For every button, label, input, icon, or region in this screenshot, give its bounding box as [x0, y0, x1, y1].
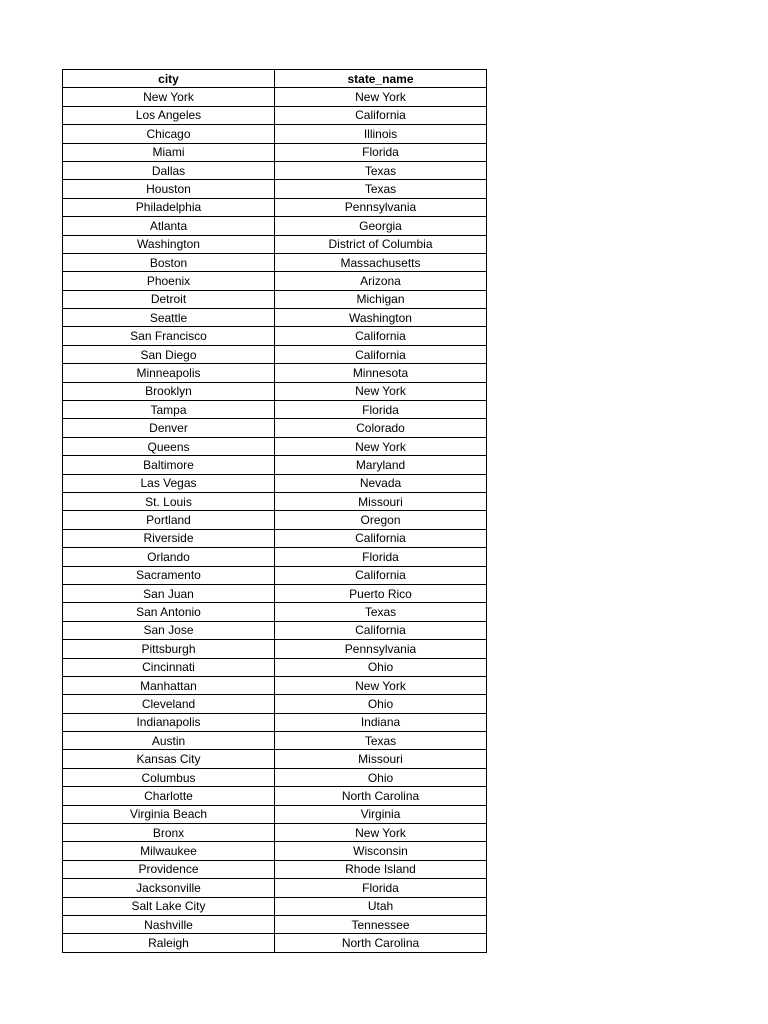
city-cell: Milwaukee: [63, 842, 275, 860]
city-cell: Seattle: [63, 309, 275, 327]
city-cell: Cincinnati: [63, 658, 275, 676]
city-cell: Los Angeles: [63, 106, 275, 124]
state-name-cell: Georgia: [275, 217, 487, 235]
table-row: [63, 805, 487, 823]
table-row: [63, 198, 487, 216]
city-cell: New York: [63, 88, 275, 106]
table-row: [63, 860, 487, 878]
table-row: [63, 345, 487, 363]
table-row: [63, 842, 487, 860]
city-cell: Atlanta: [63, 217, 275, 235]
city-cell: Brooklyn: [63, 382, 275, 400]
table-row: [63, 824, 487, 842]
state-name-cell: Massachusetts: [275, 253, 487, 271]
table-row: [63, 768, 487, 786]
table-row: [63, 713, 487, 731]
table-row: [63, 217, 487, 235]
state-name-cell: Texas: [275, 732, 487, 750]
state-name-cell: District of Columbia: [275, 235, 487, 253]
city-cell: Nashville: [63, 915, 275, 933]
city-cell: Baltimore: [63, 456, 275, 474]
table-row: [63, 419, 487, 437]
state-name-cell: Wisconsin: [275, 842, 487, 860]
table-row: [63, 640, 487, 658]
state-name-cell: Nevada: [275, 474, 487, 492]
city-cell: San Jose: [63, 621, 275, 639]
city-cell: Houston: [63, 180, 275, 198]
state-name-cell: Illinois: [275, 125, 487, 143]
table-row: [63, 511, 487, 529]
state-name-cell: Florida: [275, 143, 487, 161]
table-row: [63, 897, 487, 915]
table-row: [63, 437, 487, 455]
state-name-cell: Arizona: [275, 272, 487, 290]
state-name-cell: California: [275, 345, 487, 363]
table-row: [63, 106, 487, 124]
table-row: [63, 566, 487, 584]
city-cell: San Antonio: [63, 603, 275, 621]
city-cell: Salt Lake City: [63, 897, 275, 915]
state-name-cell: Florida: [275, 401, 487, 419]
table-row: [63, 143, 487, 161]
city-cell: Denver: [63, 419, 275, 437]
table-row: [63, 695, 487, 713]
state-name-cell: Ohio: [275, 695, 487, 713]
city-cell: Orlando: [63, 548, 275, 566]
city-cell: Philadelphia: [63, 198, 275, 216]
state-name-cell: Minnesota: [275, 364, 487, 382]
column-header-state-name: state_name: [275, 70, 487, 88]
city-cell: Chicago: [63, 125, 275, 143]
state-name-cell: Indiana: [275, 713, 487, 731]
state-name-cell: New York: [275, 824, 487, 842]
city-cell: Phoenix: [63, 272, 275, 290]
state-name-cell: Maryland: [275, 456, 487, 474]
state-name-cell: Florida: [275, 548, 487, 566]
table-row: [63, 290, 487, 308]
state-name-cell: New York: [275, 88, 487, 106]
city-cell: Tampa: [63, 401, 275, 419]
table-row: [63, 603, 487, 621]
city-cell: Providence: [63, 860, 275, 878]
city-cell: Columbus: [63, 768, 275, 786]
state-name-cell: Pennsylvania: [275, 198, 487, 216]
state-name-cell: Ohio: [275, 658, 487, 676]
table-row: [63, 401, 487, 419]
state-name-cell: Texas: [275, 161, 487, 179]
table-row: [63, 492, 487, 510]
state-name-cell: Florida: [275, 879, 487, 897]
table-row: [63, 621, 487, 639]
table-row: [63, 787, 487, 805]
city-cell: Manhattan: [63, 676, 275, 694]
state-name-cell: New York: [275, 437, 487, 455]
city-cell: Dallas: [63, 161, 275, 179]
city-cell: Jacksonville: [63, 879, 275, 897]
table-row: [63, 676, 487, 694]
table-row: [63, 750, 487, 768]
table-row: [63, 235, 487, 253]
state-name-cell: Oregon: [275, 511, 487, 529]
table-row: [63, 934, 487, 952]
table-row: [63, 272, 487, 290]
table-row: [63, 88, 487, 106]
city-cell: Indianapolis: [63, 713, 275, 731]
city-cell: San Juan: [63, 584, 275, 602]
city-cell: Portland: [63, 511, 275, 529]
city-cell: Kansas City: [63, 750, 275, 768]
table-row: [63, 915, 487, 933]
city-cell: Miami: [63, 143, 275, 161]
table-row: [63, 529, 487, 547]
table-row: [63, 382, 487, 400]
state-name-cell: North Carolina: [275, 787, 487, 805]
state-name-cell: Texas: [275, 180, 487, 198]
state-name-cell: Missouri: [275, 750, 487, 768]
state-name-cell: New York: [275, 382, 487, 400]
state-name-cell: California: [275, 106, 487, 124]
state-name-cell: Pennsylvania: [275, 640, 487, 658]
state-name-cell: Utah: [275, 897, 487, 915]
city-cell: Las Vegas: [63, 474, 275, 492]
city-cell: Detroit: [63, 290, 275, 308]
city-cell: Cleveland: [63, 695, 275, 713]
state-name-cell: Washington: [275, 309, 487, 327]
table-header: [63, 70, 487, 88]
table-row: [63, 658, 487, 676]
header-row: [63, 70, 487, 88]
state-name-cell: North Carolina: [275, 934, 487, 952]
table-row: [63, 253, 487, 271]
city-cell: Virginia Beach: [63, 805, 275, 823]
city-cell: Charlotte: [63, 787, 275, 805]
state-name-cell: Tennessee: [275, 915, 487, 933]
state-name-cell: Virginia: [275, 805, 487, 823]
table-row: [63, 584, 487, 602]
state-name-cell: New York: [275, 676, 487, 694]
table-row: [63, 161, 487, 179]
table-row: [63, 364, 487, 382]
city-cell: Pittsburgh: [63, 640, 275, 658]
city-cell: Sacramento: [63, 566, 275, 584]
state-name-cell: Missouri: [275, 492, 487, 510]
state-name-cell: California: [275, 621, 487, 639]
city-cell: Raleigh: [63, 934, 275, 952]
table-row: [63, 125, 487, 143]
table-body: [63, 88, 487, 952]
state-name-cell: Puerto Rico: [275, 584, 487, 602]
state-name-cell: California: [275, 529, 487, 547]
state-name-cell: Michigan: [275, 290, 487, 308]
city-cell: San Francisco: [63, 327, 275, 345]
table-row: [63, 180, 487, 198]
city-cell: Boston: [63, 253, 275, 271]
city-cell: Austin: [63, 732, 275, 750]
column-header-city: city: [63, 70, 275, 88]
table-row: [63, 474, 487, 492]
city-cell: Bronx: [63, 824, 275, 842]
city-cell: Minneapolis: [63, 364, 275, 382]
city-state-table: [62, 69, 487, 953]
state-name-cell: Colorado: [275, 419, 487, 437]
table-row: [63, 456, 487, 474]
city-cell: San Diego: [63, 345, 275, 363]
city-cell: Riverside: [63, 529, 275, 547]
state-name-cell: Ohio: [275, 768, 487, 786]
state-name-cell: Texas: [275, 603, 487, 621]
state-name-cell: Rhode Island: [275, 860, 487, 878]
table-row: [63, 327, 487, 345]
state-name-cell: California: [275, 327, 487, 345]
state-name-cell: California: [275, 566, 487, 584]
table-row: [63, 309, 487, 327]
table-row: [63, 548, 487, 566]
city-cell: Queens: [63, 437, 275, 455]
table-row: [63, 879, 487, 897]
table-row: [63, 732, 487, 750]
city-cell: St. Louis: [63, 492, 275, 510]
city-cell: Washington: [63, 235, 275, 253]
